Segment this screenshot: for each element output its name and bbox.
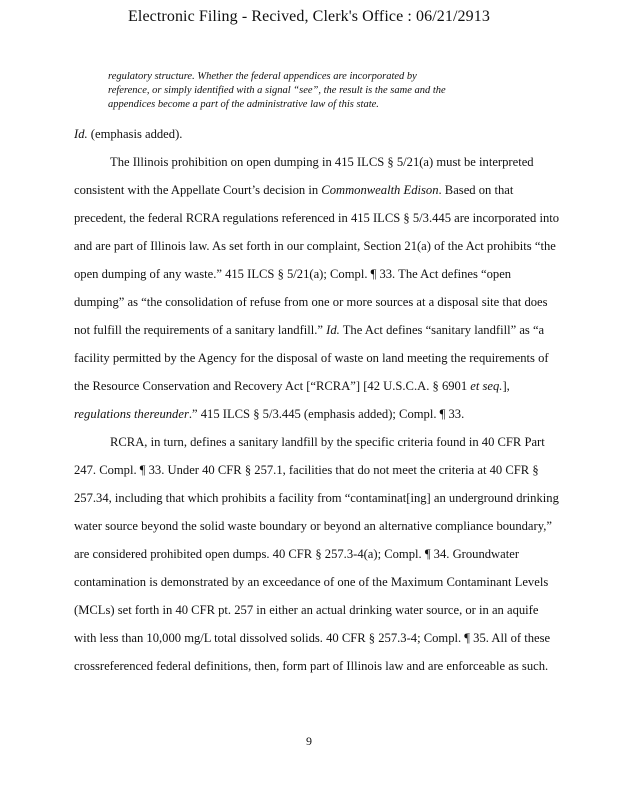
body-line: (MCLs) set forth in 40 CFR pt. 257 in either an actual drinking water source, or in an aquife xyxy=(74,603,539,617)
block-quote-line: reference, or simply identified with a signal “see”, the result is the same and the xyxy=(108,85,446,96)
filing-header: Electronic Filing - Recived, Clerk's Office : 06/21/2913 xyxy=(128,8,490,25)
body-line: precedent, the federal RCRA regulations referenced in 415 ILCS § 5/3.445 are incorporated into xyxy=(74,211,560,225)
body-line: crossreferenced federal definitions, then, form part of Illinois law and are enforceable as such. xyxy=(74,659,549,673)
body-line: consistent with the Appellate Court’s decision in Commonwealth Edison. Based on that xyxy=(74,183,514,197)
body-line: 247. Compl. ¶ 33. Under 40 CFR § 257.1, facilities that do not meet the criteria at 40 CFR § xyxy=(74,463,539,477)
body-line: 257.34, including that which prohibits a facility from “contaminat[ing] an underground drinking xyxy=(74,491,559,505)
page-number: 9 xyxy=(306,734,312,748)
block-quote-line: appendices become a part of the administrative law of this state. xyxy=(108,99,379,110)
body-line: are considered prohibited open dumps. 40 CFR § 257.3-4(a); Compl. ¶ 34. Groundwater xyxy=(74,547,520,561)
body-line: with less than 10,000 mg/L total dissolved solids. 40 CFR § 257.3-4; Compl. ¶ 35. All of these xyxy=(74,631,551,645)
body-line: contamination is demonstrated by an exceedance of one of the Maximum Contaminant Levels xyxy=(74,575,549,589)
body-line: dumping” as “the consolidation of refuse from one or more sources at a disposal site that does xyxy=(74,295,548,309)
body-line: RCRA, in turn, defines a sanitary landfill by the specific criteria found in 40 CFR Part xyxy=(110,435,545,449)
body-line: facility permitted by the Agency for the disposal of waste on land meeting the requirements of xyxy=(74,351,549,365)
body-line: The Illinois prohibition on open dumping in 415 ILCS § 5/21(a) must be interpreted xyxy=(110,155,534,169)
body-line: and are part of Illinois law. As set forth in our complaint, Section 21(a) of the Act prohibits “the xyxy=(74,239,556,253)
body-line: water source beyond the solid waste boundary or beyond an alternative compliance boundary,” xyxy=(74,519,552,533)
block-quote xyxy=(108,70,508,112)
body-line: regulations thereunder.” 415 ILCS § 5/3.445 (emphasis added); Compl. ¶ 33. xyxy=(74,407,465,421)
body-line: Id. (emphasis added). xyxy=(74,127,183,141)
body-line: the Resource Conservation and Recovery Act [“RCRA”] [42 U.S.C.A. § 6901 et seq.], xyxy=(74,379,510,393)
block-quote-line: regulatory structure. Whether the federal appendices are incorporated by xyxy=(108,71,417,82)
body-line: open dumping of any waste.” 415 ILCS § 5/21(a); Compl. ¶ 33. The Act defines “open xyxy=(74,267,512,281)
body-line: not fulfill the requirements of a sanitary landfill.” Id. The Act defines “sanitary landfill” as “a xyxy=(74,323,545,337)
